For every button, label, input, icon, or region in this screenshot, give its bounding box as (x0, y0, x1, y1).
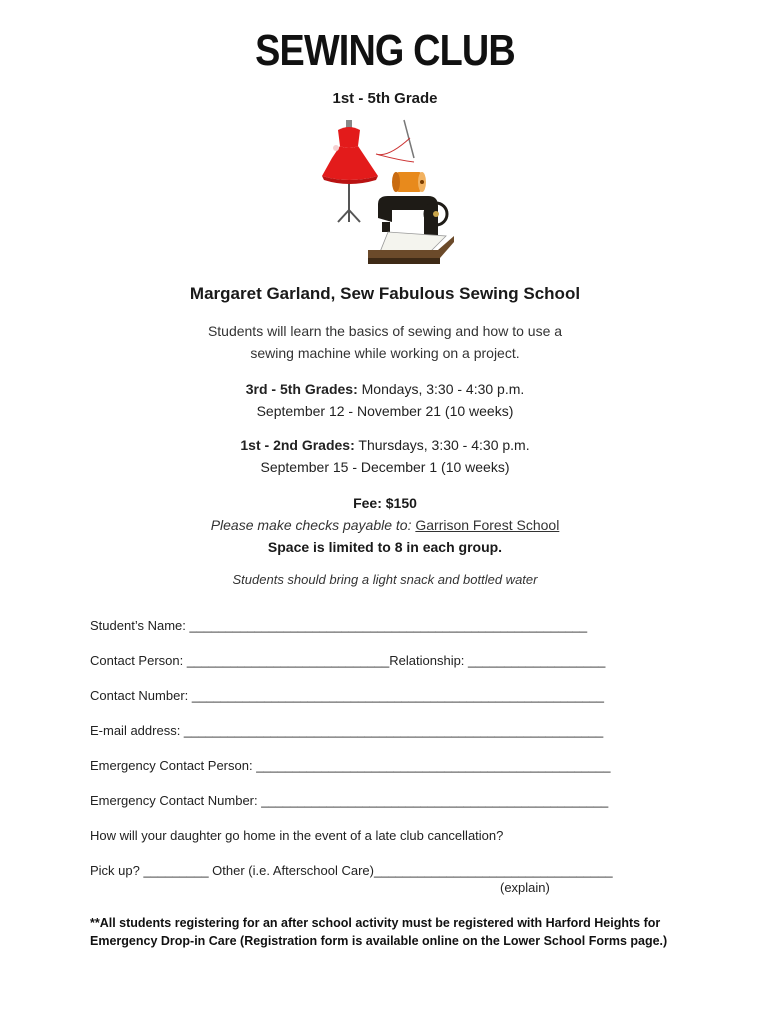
page-title: SEWING CLUB (255, 26, 515, 75)
contact-person-field[interactable]: Contact Person: ____________________________Relationship: ___________________ (90, 653, 606, 668)
group1-label: 3rd - 5th Grades: (245, 381, 358, 397)
schedule-group-1 (0, 378, 770, 422)
checks-prefix: Please make checks payable to: (210, 517, 412, 533)
emergency-contact-person-field[interactable]: Emergency Contact Person: _________________________________________________ (90, 758, 611, 773)
explain-label: (explain) (500, 880, 550, 895)
email-field[interactable]: E-mail address: __________________________________________________________ (90, 723, 604, 738)
fee-section (0, 492, 770, 558)
needle-thread-icon (376, 120, 426, 192)
group1-dates: September 12 - November 21 (10 weeks) (256, 403, 514, 419)
fee-amount: Fee: $150 (353, 495, 417, 511)
emergency-contact-number-field[interactable]: Emergency Contact Number: ________________________________________________ (90, 793, 609, 808)
checks-payee: Garrison Forest School (415, 517, 560, 533)
pickup-field[interactable]: Pick up? _________ Other (i.e. Afterschool Care)_________________________________ (90, 863, 613, 878)
snack-note: Students should bring a light snack and bottled water (232, 572, 538, 587)
registration-note: **All students registering for an after school activity must be registered with Harford Heights for Emergency Drop-in Care (Registration form is available online on the Lower School Forms page.) (90, 916, 668, 948)
sewing-machine-icon (368, 196, 454, 264)
group2-label: 1st - 2nd Grades: (240, 437, 355, 453)
sewing-illustration (318, 118, 458, 270)
contact-number-field[interactable]: Contact Number: _________________________________________________________ (90, 688, 604, 703)
description-line-2: sewing machine while working on a project. (250, 345, 520, 361)
group2-time: Thursdays, 3:30 - 4:30 p.m. (354, 437, 530, 453)
school-name: Margaret Garland, Sew Fabulous Sewing School (189, 284, 581, 303)
dress-form-icon (322, 120, 378, 222)
group1-time: Mondays, 3:30 - 4:30 p.m. (357, 381, 525, 397)
cancellation-question: How will your daughter go home in the event of a late club cancellation? (90, 828, 504, 843)
course-description (0, 320, 770, 364)
student-name-field[interactable]: Student’s Name: _______________________________________________________ (90, 618, 588, 633)
group2-dates: September 15 - December 1 (10 weeks) (260, 459, 510, 475)
description-line-1: Students will learn the basics of sewing and how to use a (207, 323, 563, 339)
space-limit: Space is limited to 8 in each group. (267, 539, 503, 555)
schedule-group-2 (0, 434, 770, 478)
grade-subtitle: 1st - 5th Grade (332, 90, 438, 107)
